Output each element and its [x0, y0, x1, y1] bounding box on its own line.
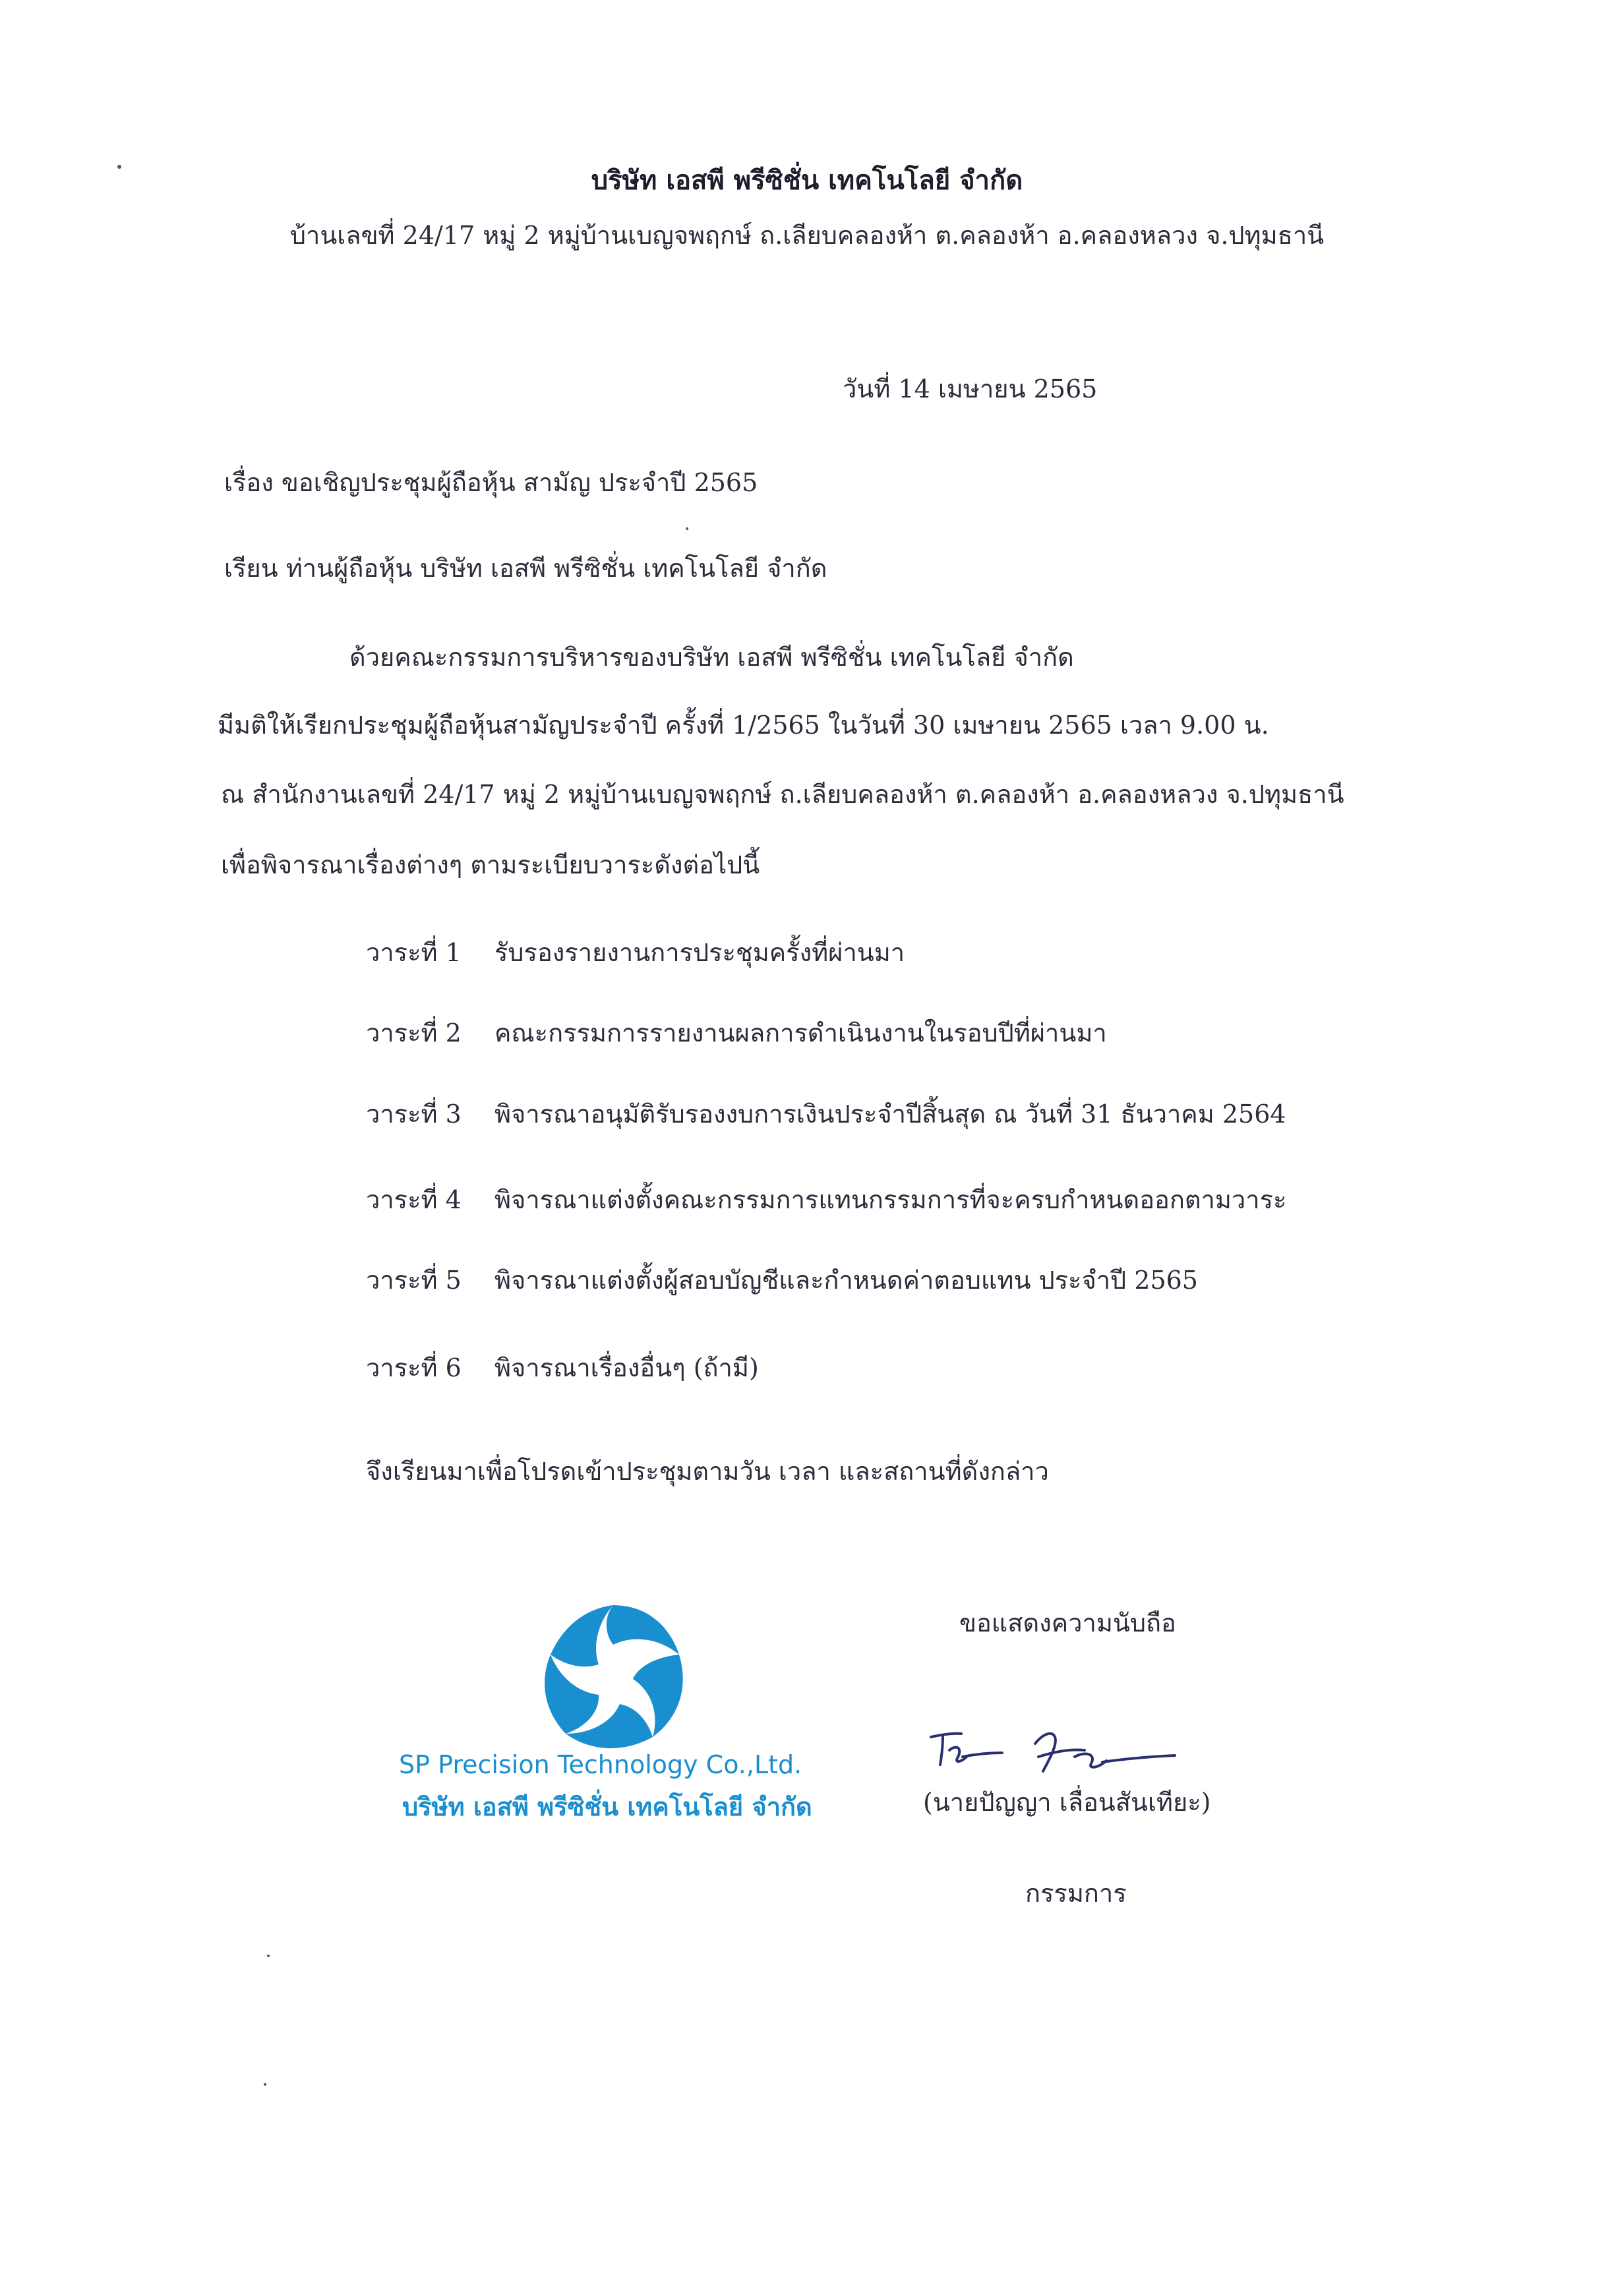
agenda-number: วาระที่ 3 [366, 1100, 462, 1129]
agenda-item [366, 938, 905, 968]
regards-line: ขอแสดงความนับถือ [959, 1608, 1176, 1637]
signature-icon [923, 1711, 1187, 1790]
signer-name: (นายปัญญา เลื่อนสันเทียะ) [923, 1788, 1211, 1817]
signer-title: กรรมการ [1025, 1879, 1127, 1908]
scan-speck [267, 1955, 270, 1957]
letter-date: วันที่ 14 เมษายน 2565 [843, 374, 1098, 403]
company-address: บ้านเลขที่ 24/17 หมู่ 2 หมู่บ้านเบญจพฤกษ์ ถ.เลียบคลองห้า ต.คลองห้า อ.คลองหลวง จ.ปทุมธานี [289, 221, 1325, 250]
subject-line: เรื่อง ขอเชิญประชุมผู้ถือหุ้น สามัญ ประจำปี 2565 [224, 468, 758, 497]
logo-name-th: บริษัท เอสพี พรีซิชั่น เทคโนโลยี จำกัด [402, 1792, 812, 1821]
body-line: มีมติให้เรียกประชุมผู้ถือหุ้นสามัญประจำปี ครั้งที่ 1/2565 ในวันที่ 30 เมษายน 2565 เวลา 9.00 น. [218, 711, 1269, 740]
agenda-number: วาระที่ 1 [366, 938, 462, 967]
agenda-text: พิจารณาเรื่องอื่นๆ (ถ้ามี) [494, 1353, 759, 1382]
agenda-item [366, 1018, 1107, 1049]
salutation-line: เรียน ท่านผู้ถือหุ้น บริษัท เอสพี พรีซิชั่น เทคโนโลยี จำกัด [224, 554, 827, 583]
body-line: ด้วยคณะกรรมการบริหารของบริษัท เอสพี พรีซิชั่น เทคโนโลยี จำกัด [349, 643, 1074, 672]
agenda-number: วาระที่ 2 [366, 1018, 462, 1047]
body-line: ณ สำนักงานเลขที่ 24/17 หมู่ 2 หมู่บ้านเบญจพฤกษ์ ถ.เลียบคลองห้า ต.คลองห้า อ.คลองหลวง จ.ปทุมธานี [221, 780, 1344, 809]
body-line: เพื่อพิจารณาเรื่องต่างๆ ตามระเบียบวาระดังต่อไปนี้ [221, 850, 760, 879]
scan-speck [117, 165, 121, 169]
agenda-item [366, 1353, 759, 1384]
closing-line: จึงเรียนมาเพื่อโปรดเข้าประชุมตามวัน เวลา และสถานที่ดังกล่าว [366, 1457, 1049, 1486]
agenda-item [366, 1266, 1198, 1296]
logo-name-en: SP Precision Technology Co.,Ltd. [399, 1750, 802, 1779]
scan-speck [264, 2083, 266, 2086]
agenda-text: พิจารณาอนุมัติรับรองงบการเงินประจำปีสิ้นสุด ณ วันที่ 31 ธันวาคม 2564 [494, 1100, 1286, 1129]
company-logo-icon [534, 1599, 692, 1757]
agenda-text: พิจารณาแต่งตั้งผู้สอบบัญชีและกำหนดค่าตอบแทน ประจำปี 2565 [494, 1266, 1198, 1295]
agenda-number: วาระที่ 4 [366, 1185, 462, 1214]
agenda-item [366, 1100, 1286, 1130]
agenda-text: รับรองรายงานการประชุมครั้งที่ผ่านมา [494, 938, 905, 967]
scan-speck [686, 527, 688, 530]
company-title: บริษัท เอสพี พรีซิชั่น เทคโนโลยี จำกัด [591, 165, 1023, 196]
agenda-number: วาระที่ 5 [366, 1266, 462, 1295]
agenda-item [366, 1185, 1286, 1216]
agenda-text: คณะกรรมการรายงานผลการดำเนินงานในรอบปีที่ผ่านมา [494, 1018, 1107, 1047]
agenda-text: พิจารณาแต่งตั้งคณะกรรมการแทนกรรมการที่จะครบกำหนดออกตามวาระ [494, 1185, 1287, 1214]
agenda-number: วาระที่ 6 [366, 1353, 462, 1382]
